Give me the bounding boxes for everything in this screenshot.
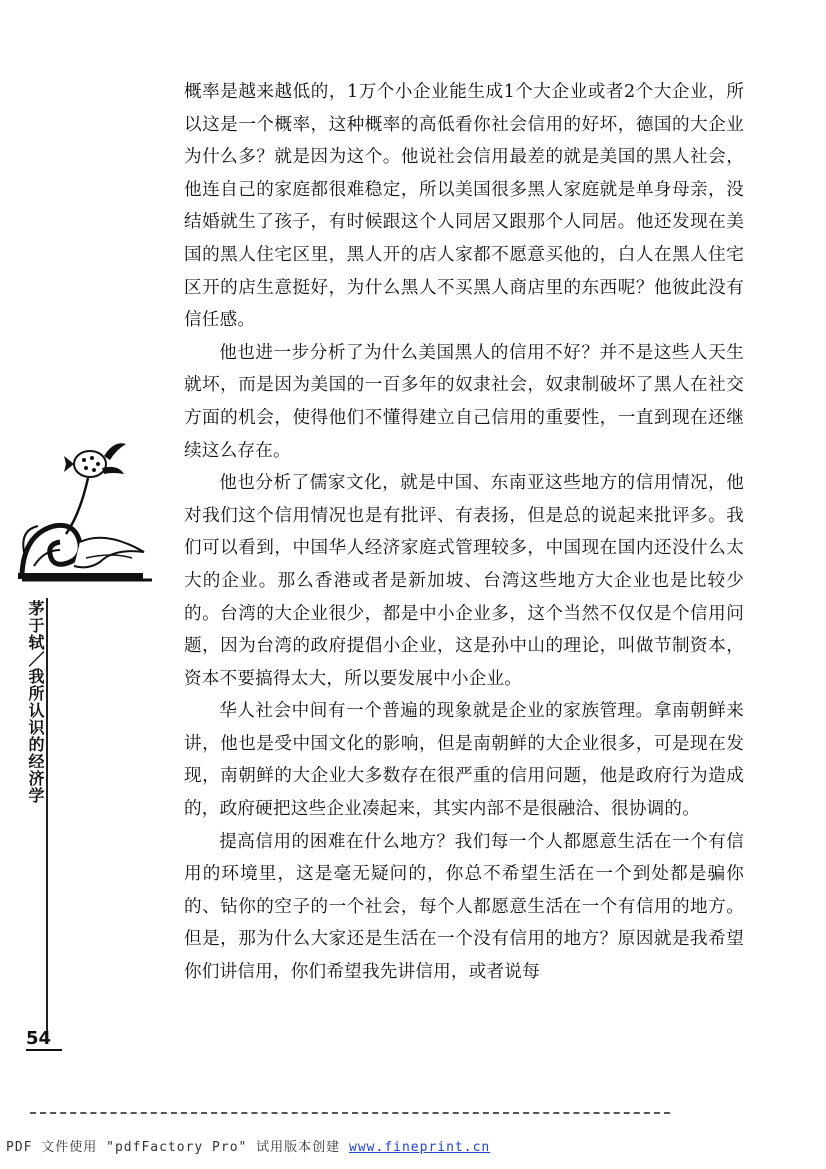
page-number-underline — [26, 1049, 62, 1051]
paragraph: 概率是越来越低的，1万个小企业能生成1个大企业或者2个大企业，所以这是一个概率，这种概率的高低看你社会信用的好坏，德国的大企业为什么多？就是因为这个。他说社会信用最差的就是美国的黑人社会，他连自己的家庭都很难稳定，所以美国很多黑人家庭就是单身母亲，没结婚就生了孩子，有时候跟这个人同居又跟那个人同居。他还发现在美国的黑人住宅区里，黑人开的店人家都不愿意买他的，白人在黑人住宅区开的店生意挺好，为什么黑人不买黑人商店里的东西呢？他彼此没有信任感。 — [184, 82, 744, 331]
sidebar-book-title: 茅于轼／我所认识的经济学 — [26, 600, 45, 804]
paragraph: 提高信用的困难在什么地方？我们每一个人都愿意生活在一个有信用的环境里，这是毫无疑问的，你总不希望生活在一个到处都是骗你的、钻你的空子的一个社会，每个人都愿意生活在一个有信用的地方。但是，那为什么大家还是生活在一个没有信用的地方？原因就是我希望你们讲信用，你们希望我先讲信用，或者说每 — [184, 831, 744, 983]
page-number: 54 — [26, 1028, 52, 1049]
footer-scan-line — [30, 1112, 670, 1114]
pdf-watermark — [6, 1136, 490, 1155]
watermark-link[interactable]: www.fineprint.cn — [349, 1140, 491, 1155]
sidebar-divider — [46, 598, 48, 1038]
watermark-text: PDF 文件使用 "pdfFactory Pro" 试用版本创建 — [6, 1140, 350, 1155]
paragraph: 华人社会中间有一个普遍的现象就是企业的家族管理。拿南朝鲜来讲，他也是受中国文化的影响，但是南朝鲜的大企业很多，可是现在发现，南朝鲜的大企业大多数存在很严重的信用问题，他是政府行为造成的，政府硬把这些企业凑起来，其实内部不是很融洽、很协调的。 — [184, 701, 744, 820]
paragraph: 他也分析了儒家文化，就是中国、东南亚这些地方的信用情况，他对我们这个信用情况也是有批评、有表扬，但是总的说起来批评多。我们可以看到，中国华人经济家庭式管理较多，中国现在国内还没什么太大的企业。那么香港或者是新加坡、台湾这些地方大企业也是比较少的。台湾的大企业很少，都是中小企业多，这个当然不仅仅是个信用问题，因为台湾的政府提倡小企业，这是孙中山的理论，叫做节制资本，资本不要搞得太大，所以要发展中小企业。 — [184, 473, 744, 689]
margin-rule — [18, 573, 143, 579]
paragraph: 他也进一步分析了为什么美国黑人的信用不好？并不是这些人天生就坏，而是因为美国的一百多年的奴隶社会，奴隶制破坏了黑人在社交方面的机会，使得他们不懂得建立自己信用的重要性，一直到现在还继续这么存在。 — [184, 342, 744, 461]
body-text — [184, 76, 744, 989]
